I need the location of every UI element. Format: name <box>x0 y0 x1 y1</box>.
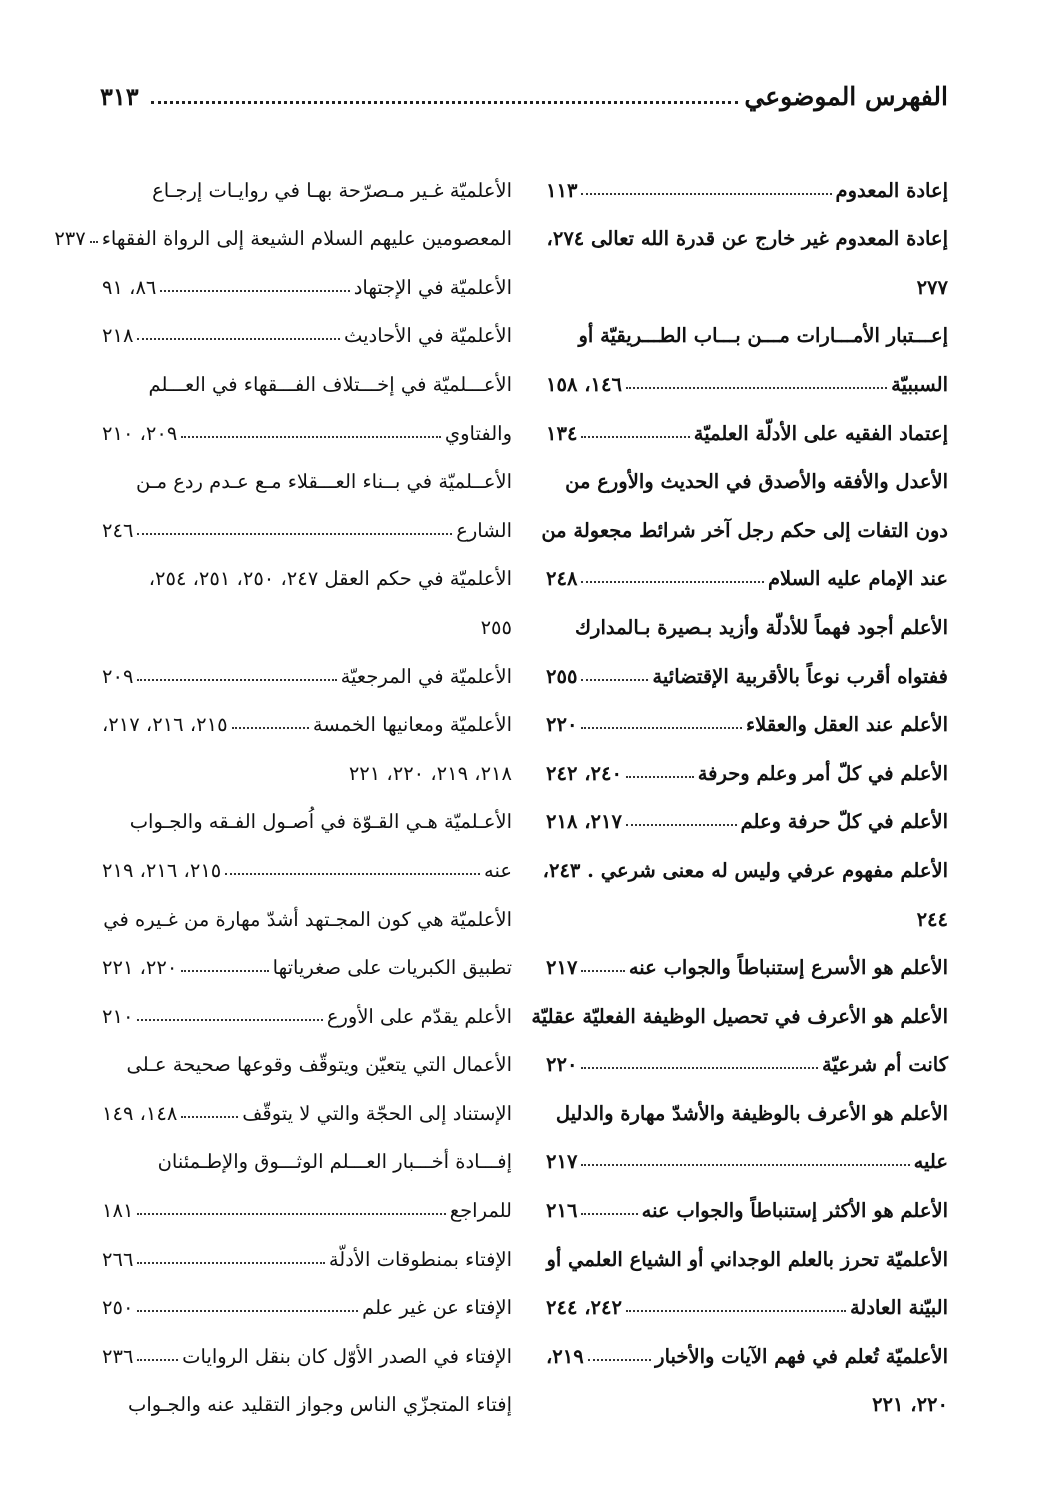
index-entry-pages: ٢٤٢، ٢٤٤ <box>546 1296 622 1320</box>
index-column-right <box>531 157 948 1477</box>
index-entry-line <box>102 886 512 935</box>
index-entry-text: إعـــتبار الأمـــارات مـــن بـــاب الطـــريقيّة أو <box>578 324 948 348</box>
leader-dots <box>137 533 452 535</box>
index-entry-text: الأعلم في كلّ أمر وعلم وحرفة <box>697 761 948 785</box>
leader-dots <box>181 1116 238 1118</box>
index-entry-line <box>546 351 948 400</box>
leader-dots <box>581 727 742 729</box>
index-entry-pages: ٢١٧ <box>546 956 578 980</box>
index-entry-pages: ١٤٦، ١٥٨ <box>546 372 622 396</box>
index-entry-text: ٢٤٤ <box>916 907 948 931</box>
index-entry-pages: ٢٦٦ <box>102 1247 134 1271</box>
leader-dots <box>626 824 737 826</box>
index-entry-text: الأعلميّة ومعانيها الخمسة <box>312 713 512 737</box>
index-entry-line <box>102 935 512 984</box>
index-entry-text: الأعلم مفهوم عرفي وليس له معنى شرعي . ٢٤٣، <box>542 858 948 882</box>
index-entry-pages: ٢٤٦ <box>102 518 134 542</box>
index-column-left <box>54 157 512 1477</box>
index-entry-line <box>102 546 512 595</box>
index-entry-pages: ٢٢٠ <box>546 713 578 737</box>
index-entry-text: ٢٧٧ <box>916 275 948 299</box>
index-entry-text: الأعلميّة تحرز بالعلم الوجداني أو الشياع العلمي أو <box>546 1247 948 1271</box>
index-entry-line <box>102 789 512 838</box>
index-entry-text: الأعلم أجود فهماً للأدلّة وأزيد بـصيرة بـالمدارك <box>574 615 948 639</box>
index-entry-line <box>102 449 512 498</box>
index-entry-text: الأعلم هو الأسرع إستنباطاً والجواب عنه <box>628 956 948 980</box>
index-entry-line <box>546 1129 948 1178</box>
index-entry-text: الأعلميّة في الأحاديث <box>343 324 512 348</box>
index-entry-line <box>546 1032 948 1081</box>
index-entry-pages: ١٨١ <box>102 1199 134 1223</box>
index-entry-text: ٢٢٠، ٢٢١ <box>872 1393 948 1417</box>
index-entry-line <box>542 837 948 886</box>
index-entry-line <box>546 400 948 449</box>
index-entry-text: الأعلميّة في الإجتهاد <box>353 275 512 299</box>
index-entry-text: الأعلميّة في المرجعيّة <box>340 664 512 688</box>
leader-dots <box>137 1310 358 1312</box>
leader-dots <box>581 1164 909 1166</box>
index-entry-line <box>546 1226 948 1275</box>
index-entry-pages: ٢٤٨ <box>546 567 578 591</box>
index-entry-line <box>546 643 948 692</box>
index-entry-text: دون التفات إلى حكم رجل آخر شرائط مجعولة من <box>541 518 948 542</box>
index-entry-line <box>546 886 948 935</box>
index-entry-line <box>546 254 948 303</box>
index-entry-pages: ٢١٥، ٢١٦، ٢١٧، <box>102 713 228 737</box>
leader-dots <box>181 970 268 972</box>
page-number: ٣١٣ <box>100 81 139 111</box>
index-entry-pages: ٢١٥، ٢١٦، ٢١٩ <box>102 858 222 882</box>
index-entry-pages: ٢٢٠ <box>546 1053 578 1077</box>
index-entry-pages: ١٣٤ <box>546 421 578 445</box>
index-entry-text: الأعلم في كلّ حرفة وعلم <box>740 810 948 834</box>
leader-dots <box>137 1019 322 1021</box>
index-entry-text: الأعلم هو الأكثر إستنباطاً والجواب عنه <box>641 1199 948 1223</box>
index-entry-text: ففتواه أقرب نوعاً بالأقربية الإقتضائية <box>652 664 948 688</box>
index-entry-line <box>546 206 948 255</box>
index-entry-text: إعتماد الفقيه على الأدلّة العلميّة <box>693 421 948 445</box>
index-entry-line <box>546 1372 948 1421</box>
index-entry-line <box>102 1080 512 1129</box>
index-entry-line <box>546 692 948 741</box>
index-entry-text: الأعلميّة تُعلم في فهم الآيات والأخبار <box>655 1344 948 1368</box>
index-entry-text: عنه <box>484 858 512 882</box>
index-entry-pages: ٢٤٠، ٢٤٢ <box>546 761 622 785</box>
index-entry-text: الأعلم هو الأعرف في تحصيل الوظيفة الفعليّة عقليّة <box>531 1004 948 1028</box>
index-entry-text: المعصومين عليهم السلام الشيعة إلى الرواة الفقهاء <box>101 227 512 251</box>
index-entry-line <box>102 157 512 206</box>
index-entry-line <box>54 206 512 255</box>
index-entry-line <box>546 303 948 352</box>
index-entry-text: والفتاوي <box>444 421 512 445</box>
index-entry-line <box>102 1323 512 1372</box>
index-entry-line <box>546 740 948 789</box>
index-entry-text: البيّنة العادلة <box>849 1296 948 1320</box>
index-entry-pages: ٢٥٠ <box>102 1296 134 1320</box>
index-entry-line <box>102 1275 512 1324</box>
index-entry-text: الأعلم يقدّم على الأورع <box>326 1004 512 1028</box>
index-entry-line <box>102 1032 512 1081</box>
index-entry-line <box>546 1080 948 1129</box>
index-entry-line <box>546 594 948 643</box>
index-entry-pages: ٢٠٩ <box>102 664 134 688</box>
index-entry-text: إعادة المعدوم <box>835 178 948 202</box>
index-entry-text: إفـــادة أخـــبار العـــلم الوثـــوق والإطـمئنان <box>157 1150 512 1174</box>
index-entry-pages: ٢١٧ <box>546 1150 578 1174</box>
index-entry-line <box>102 643 512 692</box>
index-entry-line <box>102 1129 512 1178</box>
index-entry-line <box>102 1226 512 1275</box>
header-leader-dots <box>151 101 739 104</box>
index-entry-text: تطبيق الكبريات على صغرياتها <box>272 956 512 980</box>
index-entry-text: عليه <box>913 1150 948 1174</box>
index-entry-pages: ٢٥٥ <box>546 664 578 688</box>
index-entry-text: الإفتاء بمنطوقات الأدلّة <box>328 1247 512 1271</box>
index-entry-pages: ٢١٧، ٢١٨ <box>546 810 622 834</box>
index-entry-line <box>541 497 948 546</box>
leader-dots <box>160 290 349 292</box>
index-entry-line <box>102 692 512 741</box>
index-entry-line <box>546 157 948 206</box>
leader-dots <box>581 193 831 195</box>
index-entry-line <box>102 303 512 352</box>
index-entry-text: السببيّة <box>891 372 948 396</box>
index-entry-pages: ٢٢٠، ٢٢١ <box>102 956 178 980</box>
index-entry-text: الأعمال التي يتعيّن ويتوقّف وقوعها صحيحة عـلى <box>126 1053 512 1077</box>
leader-dots <box>626 387 887 389</box>
index-entry-text: ٢١٨، ٢١٩، ٢٢٠، ٢٢١ <box>348 761 512 785</box>
index-entry-text: كانت أم شرعيّة <box>822 1053 948 1077</box>
index-entry-line <box>546 546 948 595</box>
index-entry-text: الأعـــلميّة في إخـــتلاف الفـــقهاء في العـــلم <box>148 372 512 396</box>
index-entry-text: الأعــلميّة في بــناء العـــقلاء مـع عـدم ردع مـن <box>136 470 512 494</box>
leader-dots <box>581 679 648 681</box>
index-entry-pages: ٢١٠ <box>102 1004 134 1028</box>
index-entry-line <box>102 837 512 886</box>
index-entry-line <box>102 1372 512 1421</box>
index-entry-text: الأعلم عند العقل والعقلاء <box>746 713 948 737</box>
index-entry-pages: ٢٣٧ <box>54 227 86 251</box>
leader-dots <box>581 436 689 438</box>
index-entry-pages: ١٤٨، ١٤٩ <box>102 1101 178 1125</box>
leader-dots <box>225 873 480 875</box>
index-entry-line <box>102 594 512 643</box>
index-entry-pages: ٢١٦ <box>546 1199 578 1223</box>
index-entry-line <box>102 400 512 449</box>
index-entry-text: الأعلم هو الأعرف بالوظيفة والأشدّ مهارة والدليل <box>555 1101 948 1125</box>
leader-dots <box>581 1213 637 1215</box>
index-entry-text: إعادة المعدوم غير خارج عن قدرة الله تعالى ٢٧٤، <box>546 227 948 251</box>
index-entry-line <box>531 983 948 1032</box>
index-entry-line <box>102 497 512 546</box>
leader-dots <box>581 970 624 972</box>
leader-dots <box>181 436 441 438</box>
leader-dots <box>137 679 336 681</box>
index-entry-pages: ١١٣ <box>546 178 578 202</box>
leader-dots <box>137 1359 178 1361</box>
leader-dots <box>90 241 98 243</box>
index-entry-text: الإستناد إلى الحجّة والتي لا يتوقّف <box>242 1101 512 1125</box>
index-entry-text: الإفتاء في الصدر الأوّل كان بنقل الروايات <box>182 1344 512 1368</box>
page-header <box>100 72 948 120</box>
index-entry-text: الأعلميّة في حكم العقل ٢٤٧، ٢٥٠، ٢٥١، ٢٥٤، <box>148 567 512 591</box>
index-entry-line <box>102 983 512 1032</box>
index-entry-text: الأعدل والأفقه والأصدق في الحديث والأورع من <box>565 470 948 494</box>
leader-dots <box>626 1310 846 1312</box>
index-entry-text: الإفتاء عن غير علم <box>362 1296 512 1320</box>
index-entry-pages: ٢٠٩، ٢١٠ <box>102 421 178 445</box>
leader-dots <box>137 1262 324 1264</box>
index-entry-text: الأعلميّة هي كون المجـتهد أشدّ مهارة من غـيره في <box>103 907 512 931</box>
index-entry-pages: ٢٣٦ <box>102 1344 134 1368</box>
page-title: الفهرس الموضوعي <box>744 81 948 111</box>
index-entry-line <box>102 254 512 303</box>
leader-dots <box>581 581 764 583</box>
leader-dots <box>626 776 694 778</box>
leader-dots <box>137 1213 445 1215</box>
index-entry-text: عند الإمام عليه السلام <box>767 567 948 591</box>
index-entry-line <box>102 351 512 400</box>
index-entry-text: إفتاء المتجزّي الناس وجواز التقليد عنه والجـواب <box>127 1393 512 1417</box>
index-entry-text: الأعلميّة غـير مـصرّحة بهـا في روايـات إرجـاع <box>152 178 512 202</box>
index-entry-line <box>546 449 948 498</box>
index-entry-pages: ٢١٨ <box>102 324 134 348</box>
leader-dots <box>137 338 340 340</box>
index-entry-text: الشارع <box>456 518 512 542</box>
index-entry-line <box>546 935 948 984</box>
index-entry-line <box>102 740 512 789</box>
leader-dots <box>588 1359 651 1361</box>
index-entry-pages: ٨٦، ٩١ <box>102 275 157 299</box>
index-entry-line <box>546 1275 948 1324</box>
index-entry-line <box>546 1323 948 1372</box>
index-entry-text: للمراجع <box>449 1199 512 1223</box>
index-entry-text: الأعـلميّة هـي القـوّة في اُصـول الفـقه والجـواب <box>129 810 512 834</box>
leader-dots <box>232 727 309 729</box>
index-entry-line <box>546 789 948 838</box>
leader-dots <box>581 1067 818 1069</box>
index-entry-text: ٢٥٥ <box>480 615 512 639</box>
index-entry-line <box>546 1177 948 1226</box>
index-entry-pages: ٢١٩، <box>546 1344 584 1368</box>
index-entry-line <box>102 1177 512 1226</box>
